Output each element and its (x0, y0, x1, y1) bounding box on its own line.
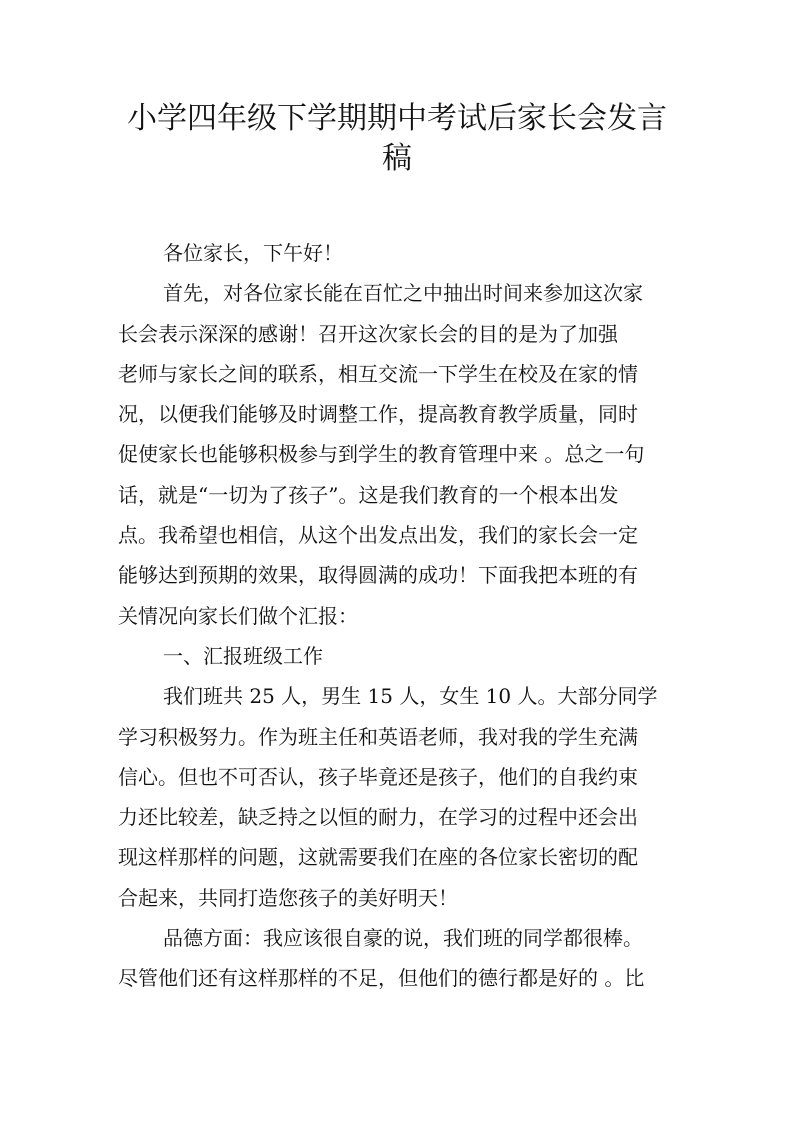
paragraph-line: 我们班共 25 人，男生 15 人，女生 10 人。大部分同学 (163, 684, 658, 709)
section-heading: 一、汇报班级工作 (163, 643, 323, 668)
paragraph-line: 长会表示深深的感谢！召开这次家长会的目的是为了加强 (118, 321, 618, 346)
paragraph-line: 现这样那样的问题，这就需要我们在座的各位家长密切的配 (118, 845, 638, 870)
paragraph-line: 话，就是“一切为了孩子”。这是我们教育的一个根本出发 (118, 482, 619, 507)
paragraph-line: 首先，对各位家长能在百忙之中抽出时间来参加这次家 (163, 281, 643, 306)
paragraph-line: 学习积极努力。作为班主任和英语老师，我对我的学生充满 (118, 724, 638, 749)
title-line-1: 小学四年级下学期期中考试后家长会发言 (127, 101, 667, 136)
paragraph-line: 关情况向家长们做个汇报： (118, 603, 358, 628)
paragraph-line: 况，以便我们能够及时调整工作，提高教育教学质量，同时 (118, 402, 638, 427)
greeting-line: 各位家长，下午好！ (163, 241, 343, 265)
paragraph-line: 合起来，共同打造您孩子的美好明天！ (118, 885, 458, 910)
paragraph-line: 能够达到预期的效果，取得圆满的成功！下面我把本班的有 (118, 563, 638, 588)
paragraph-line: 尽管他们还有这样那样的不足，但他们的德行都是好的 。比 (118, 966, 645, 991)
paragraph-line: 力还比较差，缺乏持之以恒的耐力，在学习的过程中还会出 (118, 805, 638, 830)
title-line-2: 稿 (382, 141, 412, 177)
paragraph-line: 促使家长也能够积极参与到学生的教育管理中来 。总之一句 (118, 442, 645, 467)
paragraph-line: 点。我希望也相信，从这个出发点出发，我们的家长会一定 (118, 523, 638, 548)
paragraph-line: 品德方面：我应该很自豪的说，我们班的同学都很棒。 (163, 926, 643, 951)
paragraph-line: 老师与家长之间的联系，相互交流一下学生在校及在家的情 (118, 361, 638, 386)
document-body (118, 233, 678, 999)
paragraph-line: 信心。但也不可否认，孩子毕竟还是孩子，他们的自我约束 (118, 764, 638, 789)
document-title (120, 96, 674, 177)
